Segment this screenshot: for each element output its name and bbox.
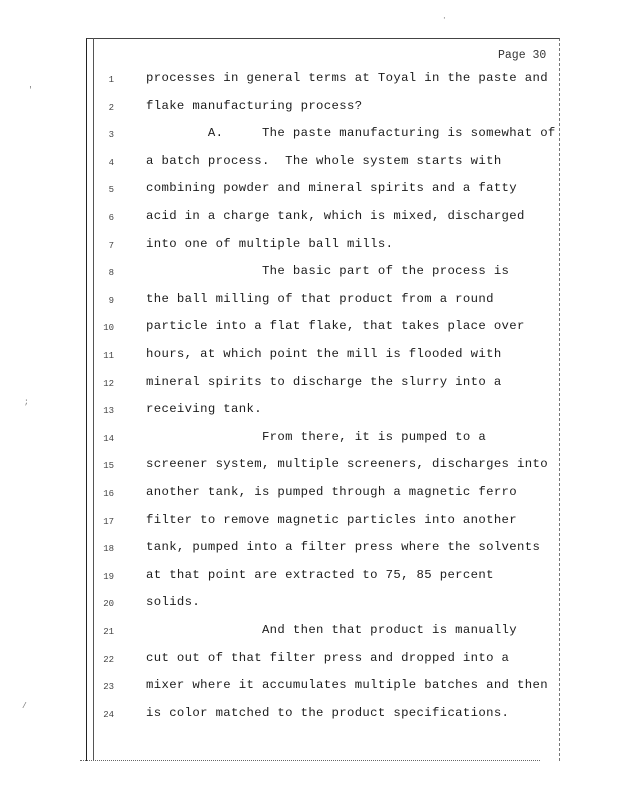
transcript-line	[0, 374, 618, 394]
line-number: 19	[103, 571, 114, 582]
line-number: 11	[103, 351, 114, 361]
line-text: into one of multiple ball mills.	[146, 236, 394, 251]
transcript-line	[0, 429, 618, 449]
transcript-line	[0, 318, 618, 338]
line-text: particle into a flat flake, that takes place over	[146, 319, 525, 334]
transcript-line	[0, 125, 618, 145]
transcript-line	[0, 208, 618, 228]
line-number: 7	[108, 240, 114, 251]
transcript-line	[0, 484, 618, 504]
line-number: 24	[103, 709, 114, 720]
transcript-line	[0, 236, 618, 256]
scan-speck: ;	[24, 398, 29, 407]
bottom-rule	[80, 760, 540, 761]
line-text: another tank, is pumped through a magnetic ferro	[146, 485, 518, 499]
transcript-line	[0, 70, 618, 90]
line-number: 13	[103, 406, 114, 417]
transcript-line	[0, 291, 618, 311]
line-text: processes in general terms at Toyal in the paste and	[146, 71, 548, 85]
line-text: screener system, multiple screeners, discharges into	[146, 457, 548, 472]
line-number: 1	[108, 75, 114, 85]
transcript-line	[0, 456, 618, 476]
line-number: 15	[103, 461, 114, 472]
transcript-line	[0, 180, 618, 200]
line-number: 8	[108, 268, 114, 279]
line-number: 3	[108, 130, 114, 141]
scan-speck: ·	[442, 14, 447, 23]
line-number: 10	[103, 323, 114, 334]
transcript-line	[0, 567, 618, 587]
transcript-line	[0, 98, 618, 118]
line-text: flake manufacturing process?	[146, 98, 363, 113]
transcript-line	[0, 512, 618, 532]
line-text: a batch process. The whole system starts with	[146, 153, 502, 168]
line-text: hours, at which point the mill is flooded with	[146, 347, 502, 361]
transcript-line	[0, 401, 618, 421]
transcript-line	[0, 594, 618, 614]
line-number: 18	[103, 544, 114, 555]
line-text: solids.	[146, 595, 201, 610]
line-number: 23	[103, 682, 114, 693]
transcript-line	[0, 539, 618, 559]
line-number: 17	[103, 516, 114, 527]
line-number: 22	[103, 654, 114, 665]
transcript-line	[0, 346, 618, 366]
line-number: 20	[103, 599, 114, 610]
line-text: The basic part of the process is	[146, 264, 510, 279]
line-number: 5	[108, 185, 114, 196]
line-text: mineral spirits to discharge the slurry into a	[146, 374, 502, 389]
scan-speck: '	[28, 86, 33, 95]
transcript-line	[0, 650, 618, 670]
scan-speck: /	[22, 702, 27, 711]
line-number: 4	[108, 157, 114, 168]
page-number: Page 30	[498, 49, 547, 62]
line-text: tank, pumped into a filter press where the solvents	[146, 540, 541, 555]
line-text: at that point are extracted to 75, 85 percent	[146, 567, 494, 582]
transcript-line	[0, 705, 618, 725]
line-text: filter to remove magnetic particles into another	[146, 512, 518, 527]
line-text: acid in a charge tank, which is mixed, discharged	[146, 209, 525, 223]
line-number: 14	[103, 433, 114, 444]
line-text: combining powder and mineral spirits and a fatty	[146, 181, 518, 196]
transcript-line	[0, 153, 618, 173]
transcript-line	[0, 677, 618, 697]
line-text: receiving tank.	[146, 402, 262, 417]
line-number: 12	[103, 378, 114, 389]
transcript-line	[0, 622, 618, 642]
line-number: 9	[108, 295, 114, 306]
line-text: A. The paste manufacturing is somewhat of	[146, 126, 556, 141]
line-text: the ball milling of that product from a round	[146, 291, 494, 306]
line-number: 2	[108, 102, 114, 113]
transcript-line	[0, 263, 618, 283]
line-number: 16	[103, 489, 114, 499]
line-number: 6	[108, 213, 114, 223]
line-text: From there, it is pumped to a	[146, 429, 487, 444]
line-text: cut out of that filter press and dropped into a	[146, 650, 510, 665]
line-text: mixer where it accumulates multiple batches and then	[146, 678, 548, 693]
line-number: 21	[103, 627, 114, 637]
line-text: And then that product is manually	[146, 623, 518, 637]
line-text: is color matched to the product specifications.	[146, 705, 510, 720]
